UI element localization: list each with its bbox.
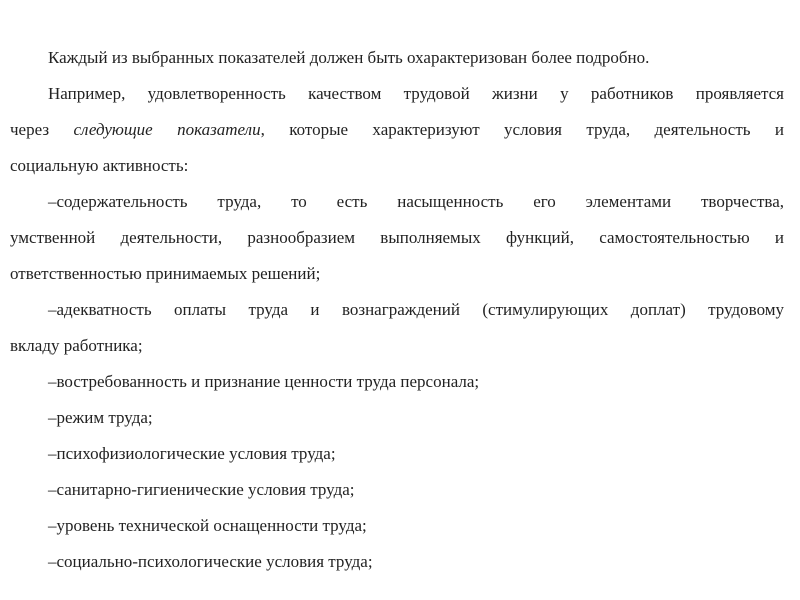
paragraph-intro: Каждый из выбранных показателей должен быть охарактеризован более подробно. — [48, 48, 650, 67]
list-item-8: –социально-психологические условия труда; — [48, 552, 373, 571]
paragraph-example-line-1: Например, удовлетворенность качеством трудовой жизни у работников проявляется — [48, 84, 784, 103]
text-prefix: через — [10, 120, 74, 139]
list-item-5: –психофизиологические условия труда; — [48, 444, 336, 463]
paragraph-example-line-3: социальную активность: — [10, 156, 189, 175]
list-item-2-line-2: вкладу работника; — [10, 336, 143, 355]
list-item-2-line-1: –адекватность оплаты труда и вознаграждений (стимулирующих доплат) трудовому — [48, 300, 784, 319]
text-suffix: , которые характеризуют условия труда, деятельность и — [260, 120, 784, 139]
list-item-4: –режим труда; — [48, 408, 153, 427]
list-item-6: –санитарно-гигиенические условия труда; — [48, 480, 355, 499]
emphasis-text: следующие показатели — [73, 120, 261, 139]
paragraph-example-line-2 — [10, 112, 784, 148]
list-item-1-line-3: ответственностью принимаемых решений; — [10, 264, 321, 283]
list-item-7: –уровень технической оснащенности труда; — [48, 516, 367, 535]
list-item-1-line-1: –содержательность труда, то есть насыщенность его элементами творчества, — [48, 192, 784, 211]
list-item-1-line-2: умственной деятельности, разнообразием выполняемых функций, самостоятельностью и — [10, 228, 784, 247]
list-item-3: –востребованность и признание ценности труда персонала; — [48, 372, 480, 391]
